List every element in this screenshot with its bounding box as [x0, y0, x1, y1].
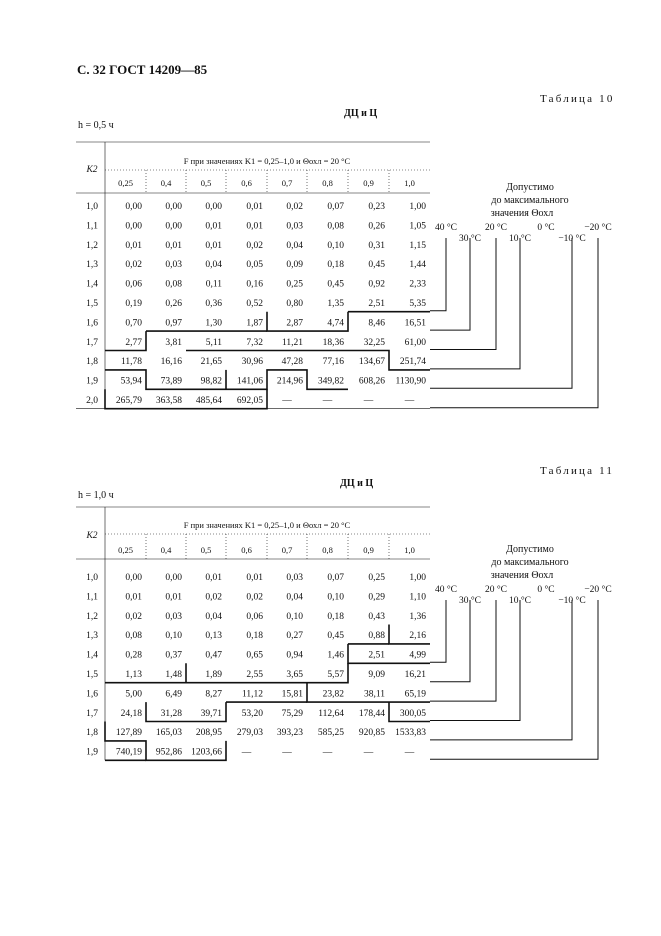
- column-header: 0,25: [118, 178, 133, 188]
- table-cell: 38,11: [363, 689, 385, 700]
- table-cell: 0,06: [125, 279, 142, 290]
- table-cell: 0,01: [165, 240, 182, 251]
- table-cell: 1,36: [409, 611, 426, 622]
- table-cell: 1533,83: [395, 728, 426, 739]
- table-cell: 6,49: [165, 689, 182, 700]
- table-cell: 279,03: [236, 728, 263, 739]
- table-cell: 608,26: [358, 376, 385, 387]
- table-cell: 0,02: [125, 611, 142, 622]
- table-cell: 0,52: [246, 299, 263, 309]
- table-cell: 0,01: [125, 592, 142, 603]
- table-cell: 9,09: [368, 670, 385, 680]
- table-cell: 0,97: [165, 318, 182, 329]
- legend-title-1: Допустимо: [506, 182, 554, 193]
- table11-label: Таблица 11: [540, 465, 615, 477]
- table-cell: 0,05: [246, 260, 263, 271]
- k2-cell: 1,4: [86, 650, 98, 661]
- table-cell: 0,00: [205, 202, 222, 212]
- table-cell: 0,03: [165, 611, 182, 622]
- column-header: 0,5: [200, 178, 212, 188]
- table10-subtitle: ДЦ и Ц: [344, 108, 378, 119]
- table-cell: 39,71: [200, 708, 222, 719]
- table-cell: 0,00: [125, 573, 142, 583]
- table-cell: 0,00: [165, 221, 182, 232]
- table-cell: 1,05: [409, 221, 426, 232]
- table-cell: 0,26: [165, 299, 182, 309]
- table-cell: 363,58: [155, 396, 182, 406]
- legend-connector: [430, 600, 446, 662]
- table-cell: 178,44: [358, 708, 385, 719]
- table-cell: 30,96: [241, 357, 263, 368]
- table-cell: —: [404, 396, 415, 406]
- table-cell: 1,15: [409, 240, 426, 251]
- page-header: С. 32 ГОСТ 14209—85: [77, 62, 208, 77]
- k2-cell: 1,7: [86, 708, 98, 719]
- k2-cell: 1,8: [86, 357, 98, 368]
- table-cell: 0,37: [165, 650, 182, 661]
- table-cell: 0,04: [286, 592, 303, 603]
- legend-temp-bottom: −10 °С: [558, 234, 586, 244]
- table-cell: 2,55: [246, 670, 263, 680]
- table-cell: 1203,66: [191, 747, 222, 758]
- table-cell: 0,02: [246, 240, 263, 251]
- table-cell: 11,21: [281, 337, 303, 348]
- table-cell: 16,16: [160, 357, 182, 368]
- table-cell: 0,01: [165, 592, 182, 603]
- table-cell: —: [282, 396, 292, 406]
- legend-temp-bottom: 10 °С: [508, 234, 532, 244]
- table-cell: 77,16: [322, 357, 344, 368]
- table-cell: 8,46: [368, 318, 385, 329]
- table-cell: 1,89: [205, 670, 222, 680]
- table-cell: 0,27: [286, 631, 303, 642]
- table-cell: 0,94: [286, 650, 303, 661]
- table-cell: —: [241, 747, 252, 758]
- table-cell: 0,47: [205, 650, 222, 661]
- legend-connector: [430, 600, 572, 740]
- table-cell: 0,01: [205, 221, 222, 232]
- column-header: 0,6: [241, 545, 252, 555]
- table-cell: 0,01: [246, 221, 263, 232]
- table-cell: 214,96: [276, 376, 303, 387]
- legend-title-2: до максимального: [491, 557, 569, 568]
- table-cell: 11,78: [120, 357, 142, 368]
- table-cell: 5,57: [327, 670, 344, 680]
- table-cell: 920,85: [358, 728, 385, 739]
- k2-cell: 1,6: [86, 318, 98, 329]
- table-cell: 0,10: [327, 592, 344, 603]
- table-cell: 0,08: [125, 631, 142, 642]
- table-cell: 0,08: [327, 221, 344, 232]
- table-cell: 0,02: [125, 260, 142, 271]
- table-cell: 0,70: [125, 318, 142, 329]
- table-cell: 0,92: [368, 279, 385, 290]
- table-cell: 0,45: [368, 260, 385, 271]
- legend-temp-top: 20 °С: [484, 223, 508, 233]
- table-cell: 0,11: [205, 279, 222, 290]
- legend-temp-bottom: −10 °С: [558, 596, 586, 606]
- table-cell: 2,51: [368, 299, 385, 309]
- column-header: 0,25: [118, 545, 133, 555]
- table-cell: 0,00: [125, 221, 142, 232]
- k2-cell: 1,4: [86, 279, 98, 290]
- table-cell: 73,89: [160, 376, 182, 387]
- table-cell: 485,64: [195, 396, 222, 406]
- k2-cell: 1,5: [86, 670, 98, 680]
- table-cell: 1,48: [165, 670, 182, 680]
- table-cell: 265,79: [115, 396, 142, 406]
- table-cell: 2,33: [409, 279, 426, 290]
- table-cell: 0,04: [205, 611, 222, 622]
- table-cell: 0,18: [327, 611, 344, 622]
- table-cell: 585,25: [317, 728, 344, 739]
- column-header: 0,4: [160, 545, 172, 555]
- table-cell: 1130,90: [395, 376, 426, 387]
- legend-connector: [430, 600, 496, 701]
- table-cell: 4,74: [327, 318, 344, 329]
- legend-connector: [430, 600, 598, 759]
- table-cell: 0,10: [165, 631, 182, 642]
- table-cell: 0,01: [246, 573, 263, 583]
- table-cell: 251,74: [399, 357, 426, 368]
- table-cell: 75,29: [281, 708, 303, 719]
- table-cell: 53,94: [120, 376, 142, 387]
- table-cell: 1,00: [409, 202, 426, 212]
- table-cell: 1,35: [327, 299, 344, 309]
- table-cell: 2,16: [409, 631, 426, 642]
- table-cell: 0,01: [205, 573, 222, 583]
- table-cell: 24,18: [120, 708, 142, 719]
- k2-cell: 1,6: [86, 689, 98, 700]
- legend-connector: [430, 238, 496, 350]
- k2-cell: 1,9: [86, 747, 98, 758]
- legend-connector: [430, 238, 572, 388]
- table11-h: h = 1,0 ч: [78, 490, 114, 501]
- table-cell: 0,31: [368, 240, 385, 251]
- table-cell: 3,81: [165, 337, 182, 348]
- table-cell: 32,25: [363, 337, 385, 348]
- table-cell: 7,32: [246, 337, 263, 348]
- legend-temp-bottom: 10 °С: [508, 596, 532, 606]
- table-cell: 0,04: [286, 240, 303, 251]
- legend-title-2: до максимального: [491, 195, 569, 206]
- table-cell: 98,82: [200, 376, 222, 387]
- table-cell: 0,07: [327, 573, 344, 583]
- table-cell: 692,05: [236, 396, 263, 406]
- legend-title-1: Допустимо: [506, 544, 554, 555]
- table-cell: 4,99: [409, 650, 426, 661]
- table-cell: 0,01: [205, 240, 222, 251]
- table-cell: 1,00: [409, 573, 426, 583]
- table-cell: 0,08: [165, 279, 182, 290]
- table-cell: 5,00: [125, 689, 142, 700]
- k2-cell: 1,5: [86, 299, 98, 309]
- table-cell: 0,80: [286, 299, 303, 309]
- table-cell: 0,45: [327, 631, 344, 642]
- legend-temp-bottom: 30 °С: [458, 596, 482, 606]
- table-cell: 0,36: [205, 299, 222, 309]
- k2-header: K2: [86, 165, 98, 175]
- table-cell: 1,87: [246, 318, 263, 329]
- legend-temp-bottom: 30 °С: [458, 234, 482, 244]
- table-cell: 0,45: [327, 279, 344, 290]
- table-cell: 300,05: [399, 708, 426, 719]
- table-cell: 15,81: [281, 689, 303, 700]
- table-cell: 0,65: [246, 650, 263, 661]
- table10-label: Таблица 10: [540, 93, 615, 105]
- column-header: 1,0: [404, 178, 415, 188]
- legend-temp-top: 40 °С: [434, 585, 458, 595]
- legend-title-3: значения Θохл: [490, 208, 554, 219]
- table-cell: 0,02: [286, 202, 303, 212]
- table-cell: 0,18: [327, 260, 344, 271]
- table-cell: 0,06: [246, 611, 263, 622]
- table-cell: 21,65: [200, 357, 222, 368]
- table-cell: 11,12: [241, 689, 263, 700]
- k2-cell: 2,0: [86, 396, 98, 406]
- table-cell: 23,82: [322, 689, 344, 700]
- table-cell: 0,09: [286, 260, 303, 271]
- table-cell: 0,26: [368, 221, 385, 232]
- legend-connector: [430, 238, 470, 330]
- table-cell: 0,02: [205, 592, 222, 603]
- legend-temp-top: 20 °С: [484, 585, 508, 595]
- legend-temp-top: −20 °С: [584, 585, 612, 595]
- table-cell: 0,88: [368, 631, 385, 642]
- k2-cell: 1,1: [86, 592, 98, 603]
- table-cell: 740,19: [115, 747, 142, 758]
- table-cell: —: [363, 747, 374, 758]
- column-header: 0,8: [322, 178, 333, 188]
- k2-cell: 1,2: [86, 611, 98, 622]
- table-cell: 393,23: [276, 728, 303, 739]
- table-cell: 0,01: [125, 240, 142, 251]
- column-header: 0,9: [363, 178, 374, 188]
- table-cell: 0,18: [246, 631, 263, 642]
- column-header: 0,7: [281, 545, 293, 555]
- table-cell: 31,28: [160, 708, 182, 719]
- column-header: 0,6: [241, 178, 252, 188]
- table-cell: 1,13: [125, 670, 142, 680]
- table-cell: 165,03: [155, 728, 182, 739]
- table-cell: 5,11: [205, 337, 222, 348]
- legend-connector: [430, 600, 470, 682]
- table-cell: 0,10: [327, 240, 344, 251]
- column-header: 0,8: [322, 545, 333, 555]
- table-cell: 127,89: [115, 728, 142, 739]
- table-cell: 952,86: [155, 747, 182, 758]
- table-cell: 61,00: [404, 337, 426, 348]
- table-cell: 16,51: [404, 318, 426, 329]
- table-cell: —: [322, 396, 333, 406]
- table-cell: 1,10: [409, 592, 426, 603]
- table-cell: —: [404, 747, 415, 758]
- table-cell: 0,13: [205, 631, 222, 642]
- table-cell: 0,19: [125, 299, 142, 309]
- table-cell: —: [322, 747, 333, 758]
- table-cell: 1,44: [409, 260, 426, 271]
- legend-temp-top: 0 °С: [537, 223, 555, 233]
- table-cell: 0,29: [368, 592, 385, 603]
- table-cell: 8,27: [205, 689, 222, 700]
- legend-connector: [430, 238, 598, 408]
- column-header: 0,7: [281, 178, 293, 188]
- params-title: F при значениях K1 = 0,25–1,0 и Θохл = 20 °С: [183, 520, 351, 530]
- column-header: 0,5: [200, 545, 212, 555]
- table-cell: 112,64: [318, 708, 344, 719]
- table-cell: 0,00: [165, 202, 182, 212]
- legend-connector: [430, 600, 520, 721]
- table-cell: 0,25: [368, 573, 385, 583]
- table-cell: 16,21: [404, 670, 426, 680]
- table-cell: 0,00: [165, 573, 182, 583]
- legend-connector: [430, 238, 446, 311]
- k2-cell: 1,7: [86, 337, 98, 348]
- table-cell: 47,28: [281, 357, 303, 368]
- table10-h: h = 0,5 ч: [78, 120, 114, 131]
- k2-cell: 1,3: [86, 260, 98, 271]
- table-cell: 18,36: [322, 337, 344, 348]
- table-cell: 0,23: [368, 202, 385, 212]
- table-cell: 349,82: [317, 376, 344, 387]
- table-cell: 0,25: [286, 279, 303, 290]
- table-cell: 53,20: [241, 708, 263, 719]
- legend-title-3: значения Θохл: [490, 570, 554, 581]
- table-cell: —: [282, 747, 292, 758]
- k2-cell: 1,9: [86, 376, 98, 387]
- legend-temp-top: 0 °С: [537, 585, 555, 595]
- table-cell: 134,67: [358, 357, 385, 368]
- table-cell: 208,95: [195, 728, 222, 739]
- column-header: 1,0: [404, 545, 415, 555]
- k2-cell: 1,1: [86, 221, 98, 232]
- table-cell: 0,04: [205, 260, 222, 271]
- k2-cell: 1,0: [86, 573, 98, 583]
- k2-header: K2: [86, 531, 98, 541]
- k2-cell: 1,2: [86, 240, 98, 251]
- table-cell: 65,19: [404, 689, 426, 700]
- table-cell: 5,35: [409, 299, 426, 309]
- k2-cell: 1,0: [86, 202, 98, 212]
- table-cell: 1,46: [327, 650, 344, 661]
- table11-figure: [0, 466, 661, 936]
- table-cell: 0,03: [286, 573, 303, 583]
- table-cell: 141,06: [236, 376, 263, 387]
- legend-temp-top: −20 °С: [584, 223, 612, 233]
- k2-cell: 1,8: [86, 728, 98, 739]
- table-cell: 1,30: [205, 318, 222, 329]
- column-header: 0,9: [363, 545, 374, 555]
- table-cell: 0,16: [246, 279, 263, 290]
- legend-temp-top: 40 °С: [434, 223, 458, 233]
- table-cell: 2,87: [286, 318, 303, 329]
- params-title: F при значениях K1 = 0,25–1,0 и Θохл = 20 °С: [183, 156, 351, 166]
- table-cell: 0,00: [125, 202, 142, 212]
- table-cell: 0,28: [125, 650, 142, 661]
- table-cell: 2,51: [368, 650, 385, 661]
- table-cell: 2,77: [125, 337, 142, 348]
- k2-cell: 1,3: [86, 631, 98, 642]
- table-cell: 0,03: [165, 260, 182, 271]
- table-cell: 3,65: [286, 670, 303, 680]
- table-cell: 0,43: [368, 611, 385, 622]
- table-cell: 0,02: [246, 592, 263, 603]
- table-cell: 0,01: [246, 202, 263, 212]
- table-cell: —: [363, 396, 374, 406]
- table11-subtitle: ДЦ и Ц: [340, 478, 374, 489]
- table-cell: 0,07: [327, 202, 344, 212]
- table-cell: 0,10: [286, 611, 303, 622]
- column-header: 0,4: [160, 178, 172, 188]
- table-cell: 0,03: [286, 221, 303, 232]
